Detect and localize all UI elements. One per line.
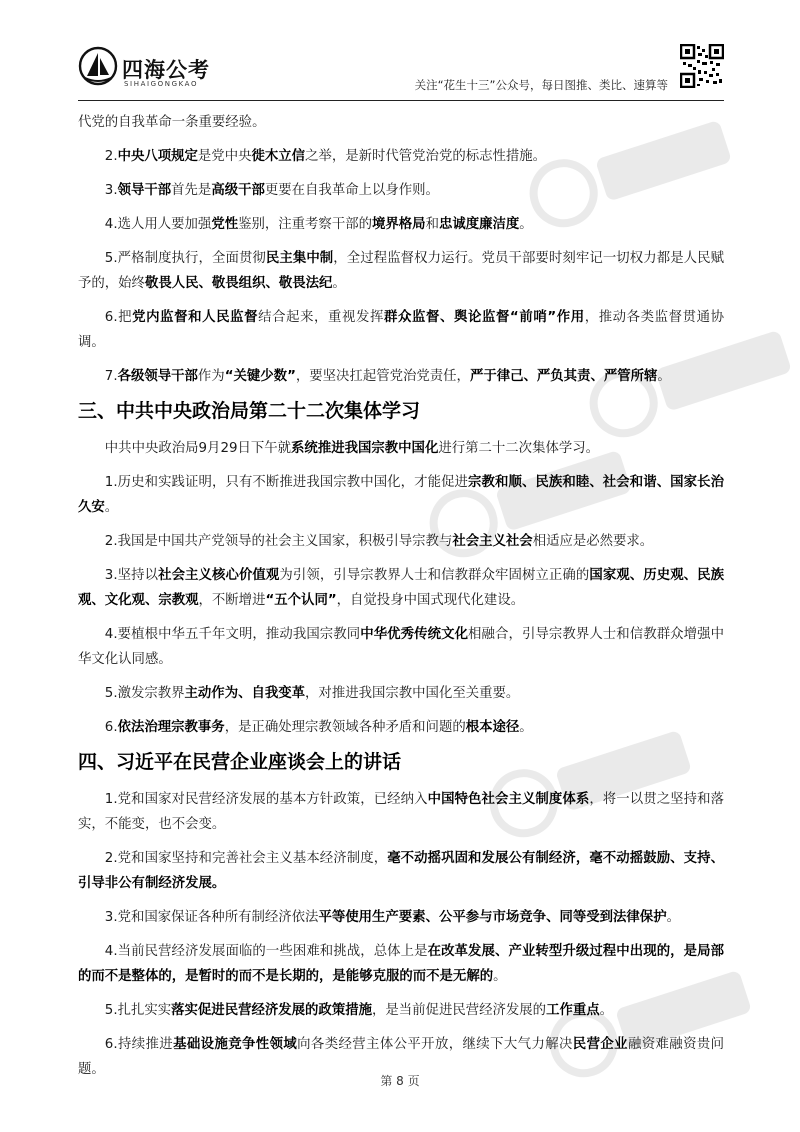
body-text: 向各类经营主体公平开放，继续下大气力解决 (297, 1037, 573, 1052)
brand-name: 四海公考 (122, 58, 210, 82)
page-header (0, 0, 800, 106)
paragraph (78, 436, 724, 461)
emphasis-text: 群众监督、舆论监督“前哨”作用 (384, 310, 585, 325)
body-text: ，不断增进 (198, 593, 266, 608)
emphasis-text: 落实促进民营经济发展的政策措施 (171, 1003, 372, 1018)
emphasis-text: 中华优秀传统文化 (360, 627, 469, 642)
emphasis-text: 各级领导干部 (117, 369, 198, 384)
body-text: ，要坚决扛起管党治党责任， (295, 369, 470, 384)
paragraph (78, 681, 724, 706)
paragraph (78, 715, 724, 740)
emphasis-text: 中国特色社会主义制度体系 (427, 792, 590, 807)
emphasis-text: 国家观、历史观、民族观、文化观、宗教观 (78, 568, 725, 608)
emphasis-text: 民营企业 (572, 1037, 628, 1052)
body-text: 。 (666, 910, 680, 925)
sailboat-logo-icon (78, 46, 118, 86)
emphasis-text: 在改革发展、产业转型升级过程中出现的，是局部的而不是整体的，是暂时的而不是长期的，是能够克服的而不是无解的 (78, 944, 724, 984)
paragraph (78, 622, 724, 672)
header-rule (78, 100, 724, 101)
paragraph (78, 178, 724, 203)
body-text: ，推动各类监督贯通协调。 (78, 310, 725, 350)
emphasis-text: 敬畏人民、敬畏组织、敬畏法纪 (144, 276, 333, 291)
body-text: ，对推进我国宗教中国化至关重要。 (305, 686, 520, 701)
paragraph (78, 563, 724, 613)
body-text: 首先是 (171, 183, 212, 198)
emphasis-text: 依法治理宗教事务 (117, 720, 225, 735)
body-text: 是党中央 (197, 149, 252, 164)
paragraph (78, 110, 724, 135)
emphasis-text: 基础设施竞争性领域 (173, 1037, 298, 1052)
body-text: 。 (519, 217, 533, 232)
emphasis-text: 高级干部 (211, 183, 265, 198)
section-3-items (78, 436, 724, 740)
body-text: 为引领，引导宗教界人士和信教群众牢固树立正确的 (279, 568, 590, 583)
paragraph (78, 787, 724, 837)
paragraph (78, 846, 724, 896)
body-text: 相适应是必然要求。 (532, 534, 654, 549)
body-text: ，自觉投身中国式现代化建设。 (336, 593, 525, 608)
paragraph (78, 246, 724, 296)
body-text: 。 (104, 500, 119, 515)
brand-subtitle: SIHAIGONGKAO (124, 80, 199, 88)
qr-code-icon (680, 44, 724, 88)
header-notice: 关注“花生十三”公众号，每日图推、类比、速算等 (414, 78, 668, 92)
emphasis-text: 民主集中制 (265, 251, 334, 266)
emphasis-text: 徙木立信 (251, 149, 306, 164)
emphasis-text: 党内监督和人民监督 (132, 310, 259, 325)
body-text: 6. (104, 720, 118, 735)
emphasis-text: 宗教和顺、民族和睦、社会和谐、国家长治久安 (78, 475, 725, 515)
paragraph (78, 529, 724, 554)
emphasis-text: 毫不动摇巩固和发展公有制经济，毫不动摇鼓励、支持、引导非公有制经济发展。 (78, 851, 725, 891)
emphasis-text: 严于律己、严负其责、严管所辖 (469, 369, 658, 384)
brand-logo (78, 46, 258, 96)
paragraph (78, 470, 724, 520)
body-text: 4.当前民营经济发展面临的一些困难和挑战，总体上是 (104, 944, 428, 959)
body-text: 5.严格制度执行，全面贯彻 (104, 251, 266, 266)
body-text: ，是正确处理宗教领域各种矛盾和问题的 (224, 720, 466, 735)
body-text: 4.要植根中华五千年文明，推动我国宗教同 (104, 627, 361, 642)
section-4-title: 四、习近平在民营企业座谈会上的讲话 (78, 751, 402, 773)
body-text: 2.我国是中国共产党领导的社会主义国家，积极引导宗教与 (104, 534, 453, 549)
body-text: 和 (425, 217, 439, 232)
emphasis-text: 工作重点 (546, 1003, 600, 1018)
body-text: 1.历史和实践证明，只有不断推进我国宗教中国化，才能促进 (104, 475, 469, 490)
emphasis-text: 党性 (211, 217, 239, 232)
emphasis-text: “五个认同” (265, 593, 337, 608)
emphasis-text: “关键少数” (224, 369, 296, 384)
paragraph (78, 939, 724, 989)
paragraph (78, 305, 724, 355)
body-text: 。 (332, 276, 346, 291)
body-text: 。 (599, 1003, 614, 1018)
page-number: 第 8 页 (380, 1074, 420, 1088)
body-text: 融资难融资贵问题。 (78, 1037, 725, 1077)
body-text: 3.党和国家保证各种所有制经济依法 (104, 910, 319, 925)
body-text: 相融合，引导宗教界人士和信教群众增强中华文化认同感。 (78, 627, 725, 667)
body-text: 进行第二十二次集体学习。 (438, 441, 600, 456)
body-text: 。 (519, 720, 533, 735)
emphasis-text: 中央八项规定 (117, 149, 198, 164)
paragraph (78, 212, 724, 237)
emphasis-text: 社会主义社会 (452, 534, 533, 549)
body-text: 3.坚持以 (104, 568, 159, 583)
paragraph (78, 144, 724, 169)
body-text: 。 (493, 969, 507, 984)
body-text: 5.扎扎实实 (104, 1003, 172, 1018)
emphasis-text: 平等使用生产要素、公平参与市场竞争、同等受到法律保护 (318, 910, 667, 925)
emphasis-text: 社会主义核心价值观 (158, 568, 280, 583)
body-text: 2.党和国家坚持和完善社会主义基本经济制度， (104, 851, 388, 866)
paragraph (78, 905, 724, 930)
body-text: 6.持续推进 (104, 1037, 174, 1052)
body-text: 结合起来，重视发挥 (258, 310, 385, 325)
emphasis-text: 主动作为、自我变革 (184, 686, 306, 701)
body-text: ，将一以贯之坚持和落实，不能变，也不会变。 (78, 792, 725, 832)
body-text: ，全过程监督权力运行。党员干部要时刻牢记一切权力都是人民赋予的，始终 (78, 251, 725, 291)
section-2-items (78, 144, 724, 389)
body-text: ，是当前促进民营经济发展的 (372, 1003, 547, 1018)
body-text: 2. (104, 149, 118, 164)
body-text: 作为 (197, 369, 225, 384)
body-text: 1.党和国家对民营经济发展的基本方针政策，已经纳入 (104, 792, 428, 807)
body-text: 中共中央政治局9月29日下午就 (104, 441, 292, 456)
page-content (78, 110, 724, 1091)
emphasis-text: 境界格局 (372, 217, 426, 232)
paragraph (78, 998, 724, 1023)
body-text: 7. (104, 369, 118, 384)
body-text: 之举，是新时代管党治党的标志性措施。 (305, 149, 547, 164)
section-4-items (78, 787, 724, 1082)
emphasis-text: 领导干部 (117, 183, 172, 198)
emphasis-text: 系统推进我国宗教中国化 (291, 441, 439, 456)
body-text: 鉴别，注重考察干部的 (238, 217, 372, 232)
body-text: 5.激发宗教界 (104, 686, 185, 701)
section-3-title: 三、中共中央政治局第二十二次集体学习 (78, 400, 421, 422)
body-text: 代党的自我革命一条重要经验。 (78, 115, 266, 130)
emphasis-text: 根本途径 (465, 720, 520, 735)
body-text: 更要在自我革命上以身作则。 (264, 183, 439, 198)
body-text: 6.把 (104, 310, 133, 325)
body-text: 。 (657, 369, 671, 384)
emphasis-text: 忠诚度廉洁度 (438, 217, 520, 232)
section-2-tail (78, 110, 724, 135)
body-text: 3. (104, 183, 118, 198)
paragraph (78, 364, 724, 389)
body-text: 4.选人用人要加强 (104, 217, 212, 232)
